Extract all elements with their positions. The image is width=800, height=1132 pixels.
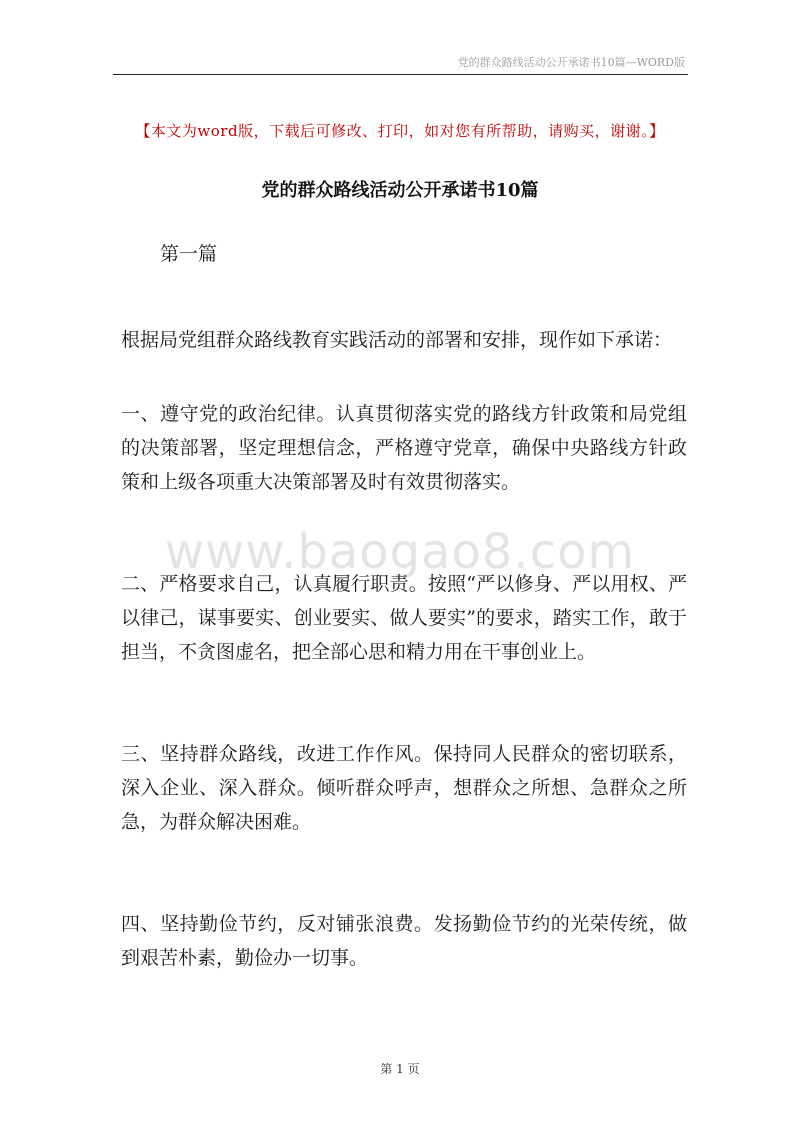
paragraph-1: 一、遵守党的政治纪律。认真贯彻落实党的路线方针政策和局党组的决策部署，坚定理想信念，严格遵守党章，确保中央路线方针政策和上级各项重大决策部署及时有效贯彻落实。 — [121, 403, 687, 493]
paragraph-4: 四、坚持勤俭节约，反对铺张浪费。发扬勤俭节约的光荣传统，做到艰苦朴素，勤俭办一切事。 — [121, 913, 687, 969]
header-divider — [113, 74, 688, 75]
paragraph-intro: 根据局党组群众路线教育实践活动的部署和安排，现作如下承诺： — [121, 329, 673, 351]
running-header: 党的群众路线活动公开承诺书10篇—WORD版 — [457, 56, 685, 69]
document-title: 党的群众路线活动公开承诺书10篇 — [261, 180, 539, 201]
download-notice: 【本文为word版，下载后可修改、打印，如对您有所帮助，请购买，谢谢。】 — [135, 122, 665, 140]
watermark: www.baogao8.com — [164, 524, 636, 580]
paragraph-2: 二、严格要求自己，认真履行职责。按照“严以修身、严以用权、严以律己，谋事要实、创业要实、做人要实”的要求，踏实工作，敢于担当，不贪图虚名，把全部心思和精力用在干事创业上。 — [121, 573, 687, 663]
page-number: 第 1 页 — [380, 1062, 420, 1076]
section-heading: 第一篇 — [160, 243, 218, 265]
paragraph-3: 三、坚持群众路线，改进工作作风。保持同人民群众的密切联系，深入企业、深入群众。倾听群众呼声，想群众之所想、急群众之所急，为群众解决困难。 — [121, 743, 687, 833]
